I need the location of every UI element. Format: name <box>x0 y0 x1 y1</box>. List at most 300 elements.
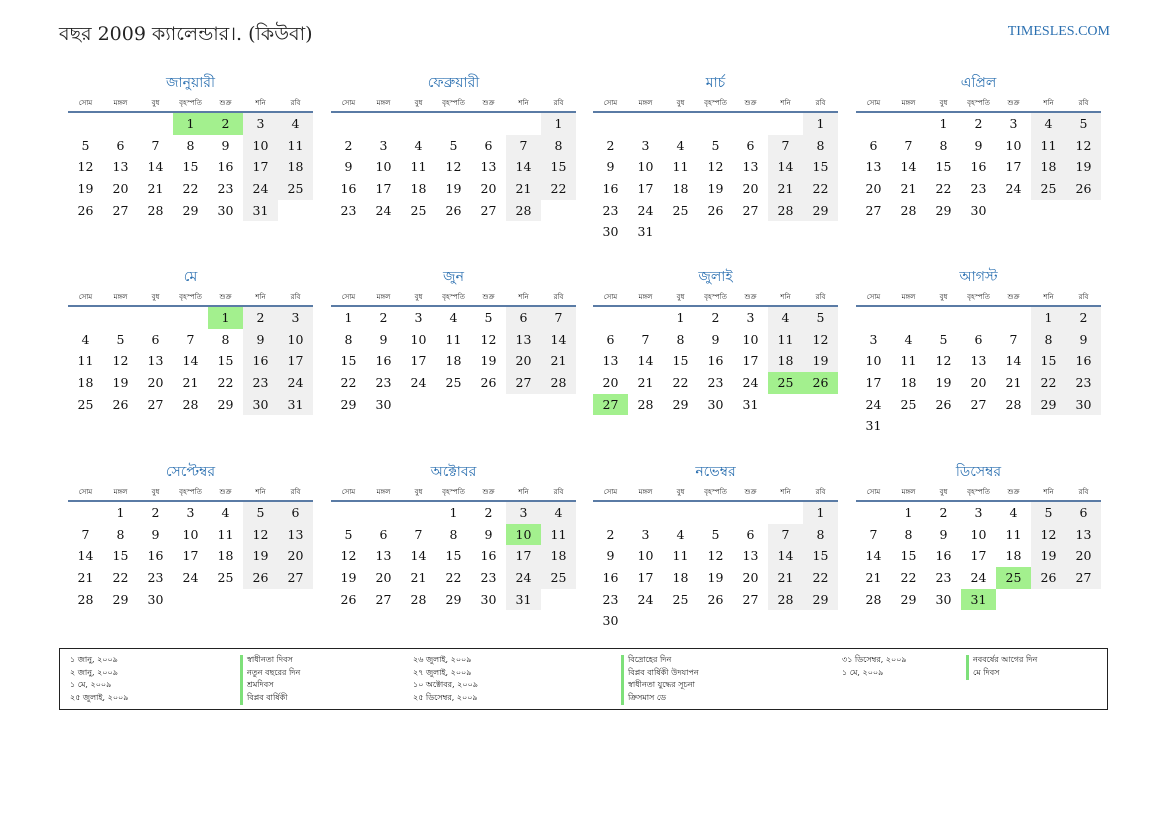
day-cell[interactable]: 9 <box>711 331 720 347</box>
day-cell[interactable]: 19 <box>445 181 462 197</box>
day-cell[interactable]: 25 <box>77 396 94 412</box>
day-cell[interactable]: 7 <box>506 135 541 157</box>
day-cell[interactable]: 28 <box>1005 396 1022 412</box>
day-cell[interactable]: 18 <box>1005 548 1022 564</box>
day-cell[interactable]: 10 <box>742 331 759 347</box>
day-cell[interactable]: 22 <box>935 181 952 197</box>
day-cell[interactable]: 25 <box>445 375 462 391</box>
day-cell[interactable]: 19 <box>935 375 952 391</box>
day-cell[interactable]: 30 <box>935 591 952 607</box>
day-cell[interactable]: 22 <box>445 570 462 586</box>
day-cell[interactable]: 5 <box>711 137 720 153</box>
day-cell[interactable]: 15 <box>1031 350 1066 372</box>
day-cell[interactable]: 24 <box>375 202 392 218</box>
day-cell[interactable]: 25 <box>672 202 689 218</box>
day-cell[interactable]: 11 <box>410 159 427 175</box>
day-cell[interactable]: 21 <box>77 570 94 586</box>
day-cell[interactable]: 11 <box>1031 135 1066 157</box>
day-cell[interactable]: 11 <box>900 353 917 369</box>
day-cell[interactable]: 23 <box>243 372 278 394</box>
day-cell[interactable]: 21 <box>768 178 803 200</box>
day-cell[interactable]: 3 <box>243 113 278 135</box>
day-cell[interactable]: 15 <box>445 548 462 564</box>
day-cell[interactable]: 29 <box>672 396 689 412</box>
day-cell[interactable]: 11 <box>278 135 313 157</box>
holiday-day-cell[interactable]: 31 <box>961 589 996 611</box>
day-cell[interactable]: 21 <box>865 570 882 586</box>
day-cell[interactable]: 16 <box>480 548 497 564</box>
day-cell[interactable]: 30 <box>1066 394 1101 416</box>
day-cell[interactable]: 2 <box>379 310 388 325</box>
day-cell[interactable]: 22 <box>112 570 129 586</box>
day-cell[interactable]: 11 <box>217 526 234 542</box>
day-cell[interactable]: 1 <box>939 116 948 131</box>
day-cell[interactable]: 28 <box>182 396 199 412</box>
day-cell[interactable]: 22 <box>900 570 917 586</box>
day-cell[interactable]: 8 <box>939 137 948 153</box>
day-cell[interactable]: 15 <box>900 548 917 564</box>
day-cell[interactable]: 4 <box>1009 505 1018 520</box>
day-cell[interactable]: 4 <box>221 505 230 520</box>
day-cell[interactable]: 16 <box>147 548 164 564</box>
holiday-day-cell[interactable]: 27 <box>593 394 628 416</box>
day-cell[interactable]: 30 <box>602 613 619 629</box>
day-cell[interactable]: 3 <box>974 505 983 520</box>
day-cell[interactable]: 27 <box>278 567 313 589</box>
day-cell[interactable]: 10 <box>637 548 654 564</box>
day-cell[interactable]: 23 <box>970 181 987 197</box>
day-cell[interactable]: 12 <box>445 159 462 175</box>
day-cell[interactable]: 6 <box>116 137 125 153</box>
day-cell[interactable]: 6 <box>974 331 983 347</box>
day-cell[interactable]: 13 <box>278 524 313 546</box>
day-cell[interactable]: 20 <box>278 545 313 567</box>
day-cell[interactable]: 23 <box>707 375 724 391</box>
day-cell[interactable]: 5 <box>81 137 90 153</box>
day-cell[interactable]: 3 <box>379 137 388 153</box>
day-cell[interactable]: 27 <box>112 202 129 218</box>
day-cell[interactable]: 9 <box>221 137 230 153</box>
day-cell[interactable]: 18 <box>672 570 689 586</box>
day-cell[interactable]: 3 <box>1009 116 1018 131</box>
day-cell[interactable]: 23 <box>935 570 952 586</box>
day-cell[interactable]: 19 <box>243 545 278 567</box>
day-cell[interactable]: 4 <box>449 310 458 325</box>
day-cell[interactable]: 9 <box>606 159 615 175</box>
day-cell[interactable]: 4 <box>541 502 576 524</box>
day-cell[interactable]: 11 <box>445 331 462 347</box>
day-cell[interactable]: 24 <box>1005 181 1022 197</box>
day-cell[interactable]: 20 <box>970 375 987 391</box>
day-cell[interactable]: 14 <box>506 156 541 178</box>
day-cell[interactable]: 15 <box>803 545 838 567</box>
day-cell[interactable]: 18 <box>445 353 462 369</box>
day-cell[interactable]: 6 <box>278 502 313 524</box>
day-cell[interactable]: 10 <box>243 135 278 157</box>
day-cell[interactable]: 3 <box>641 526 650 542</box>
day-cell[interactable]: 9 <box>484 526 493 542</box>
day-cell[interactable]: 11 <box>1005 526 1022 542</box>
day-cell[interactable]: 8 <box>541 135 576 157</box>
day-cell[interactable]: 23 <box>340 202 357 218</box>
day-cell[interactable]: 5 <box>484 310 493 325</box>
day-cell[interactable]: 10 <box>375 159 392 175</box>
day-cell[interactable]: 23 <box>480 570 497 586</box>
day-cell[interactable]: 28 <box>900 202 917 218</box>
day-cell[interactable]: 14 <box>637 353 654 369</box>
day-cell[interactable]: 16 <box>375 353 392 369</box>
day-cell[interactable]: 16 <box>935 548 952 564</box>
day-cell[interactable]: 10 <box>410 331 427 347</box>
day-cell[interactable]: 8 <box>1031 329 1066 351</box>
brand-link[interactable]: TIMESLES.COM <box>1007 24 1110 39</box>
day-cell[interactable]: 6 <box>379 526 388 542</box>
day-cell[interactable]: 6 <box>484 137 493 153</box>
day-cell[interactable]: 8 <box>116 526 125 542</box>
day-cell[interactable]: 3 <box>506 502 541 524</box>
day-cell[interactable]: 16 <box>707 353 724 369</box>
day-cell[interactable]: 7 <box>186 331 195 347</box>
day-cell[interactable]: 3 <box>186 505 195 520</box>
day-cell[interactable]: 6 <box>746 526 755 542</box>
day-cell[interactable]: 21 <box>768 567 803 589</box>
day-cell[interactable]: 26 <box>935 396 952 412</box>
day-cell[interactable]: 12 <box>707 159 724 175</box>
day-cell[interactable]: 10 <box>970 526 987 542</box>
day-cell[interactable]: 30 <box>243 394 278 416</box>
day-cell[interactable]: 13 <box>1066 524 1101 546</box>
day-cell[interactable]: 17 <box>243 156 278 178</box>
day-cell[interactable]: 2 <box>939 505 948 520</box>
day-cell[interactable]: 12 <box>803 329 838 351</box>
day-cell[interactable]: 29 <box>1031 394 1066 416</box>
day-cell[interactable]: 7 <box>1009 331 1018 347</box>
day-cell[interactable]: 19 <box>707 181 724 197</box>
day-cell[interactable]: 9 <box>151 526 160 542</box>
day-cell[interactable]: 9 <box>379 331 388 347</box>
holiday-day-cell[interactable]: 26 <box>803 372 838 394</box>
day-cell[interactable]: 29 <box>900 591 917 607</box>
day-cell[interactable]: 7 <box>414 526 423 542</box>
day-cell[interactable]: 13 <box>506 329 541 351</box>
day-cell[interactable]: 17 <box>1005 159 1022 175</box>
day-cell[interactable]: 3 <box>869 331 878 347</box>
day-cell[interactable]: 21 <box>506 178 541 200</box>
day-cell[interactable]: 26 <box>340 591 357 607</box>
day-cell[interactable]: 8 <box>449 526 458 542</box>
day-cell[interactable]: 19 <box>803 350 838 372</box>
day-cell[interactable]: 15 <box>182 159 199 175</box>
day-cell[interactable]: 26 <box>1031 567 1066 589</box>
day-cell[interactable]: 20 <box>602 375 619 391</box>
day-cell[interactable]: 6 <box>1066 502 1101 524</box>
day-cell[interactable]: 2 <box>711 310 720 325</box>
day-cell[interactable]: 1 <box>803 502 838 524</box>
day-cell[interactable]: 22 <box>340 375 357 391</box>
day-cell[interactable]: 15 <box>672 353 689 369</box>
day-cell[interactable]: 4 <box>81 331 90 347</box>
day-cell[interactable]: 11 <box>768 329 803 351</box>
day-cell[interactable]: 22 <box>182 181 199 197</box>
day-cell[interactable]: 16 <box>340 181 357 197</box>
day-cell[interactable]: 24 <box>865 396 882 412</box>
day-cell[interactable]: 21 <box>410 570 427 586</box>
day-cell[interactable]: 27 <box>1066 567 1101 589</box>
day-cell[interactable]: 12 <box>1031 524 1066 546</box>
day-cell[interactable]: 4 <box>676 526 685 542</box>
day-cell[interactable]: 29 <box>217 396 234 412</box>
day-cell[interactable]: 27 <box>480 202 497 218</box>
day-cell[interactable]: 25 <box>900 396 917 412</box>
day-cell[interactable]: 27 <box>742 591 759 607</box>
day-cell[interactable]: 4 <box>414 137 423 153</box>
day-cell[interactable]: 5 <box>449 137 458 153</box>
day-cell[interactable]: 2 <box>243 307 278 329</box>
day-cell[interactable]: 20 <box>375 570 392 586</box>
day-cell[interactable]: 6 <box>506 307 541 329</box>
day-cell[interactable]: 24 <box>182 570 199 586</box>
day-cell[interactable]: 11 <box>77 353 94 369</box>
day-cell[interactable]: 24 <box>742 375 759 391</box>
day-cell[interactable]: 5 <box>939 331 948 347</box>
day-cell[interactable]: 8 <box>676 331 685 347</box>
day-cell[interactable]: 23 <box>1066 372 1101 394</box>
day-cell[interactable]: 24 <box>970 570 987 586</box>
day-cell[interactable]: 28 <box>506 200 541 222</box>
day-cell[interactable]: 10 <box>278 329 313 351</box>
day-cell[interactable]: 26 <box>480 375 497 391</box>
day-cell[interactable]: 18 <box>900 375 917 391</box>
holiday-day-cell[interactable]: 25 <box>996 567 1031 589</box>
day-cell[interactable]: 20 <box>742 181 759 197</box>
day-cell[interactable]: 20 <box>147 375 164 391</box>
day-cell[interactable]: 22 <box>672 375 689 391</box>
day-cell[interactable]: 25 <box>278 178 313 200</box>
day-cell[interactable]: 14 <box>182 353 199 369</box>
day-cell[interactable]: 31 <box>865 418 882 434</box>
day-cell[interactable]: 9 <box>939 526 948 542</box>
day-cell[interactable]: 2 <box>484 505 493 520</box>
day-cell[interactable]: 28 <box>637 396 654 412</box>
day-cell[interactable]: 24 <box>637 591 654 607</box>
day-cell[interactable]: 8 <box>803 524 838 546</box>
day-cell[interactable]: 4 <box>278 113 313 135</box>
day-cell[interactable]: 1 <box>344 310 353 325</box>
day-cell[interactable]: 2 <box>606 137 615 153</box>
day-cell[interactable]: 5 <box>1031 502 1066 524</box>
day-cell[interactable]: 20 <box>742 570 759 586</box>
day-cell[interactable]: 17 <box>742 353 759 369</box>
day-cell[interactable]: 17 <box>970 548 987 564</box>
day-cell[interactable]: 14 <box>147 159 164 175</box>
day-cell[interactable]: 12 <box>112 353 129 369</box>
day-cell[interactable]: 10 <box>182 526 199 542</box>
day-cell[interactable]: 6 <box>746 137 755 153</box>
day-cell[interactable]: 8 <box>221 331 230 347</box>
day-cell[interactable]: 29 <box>803 200 838 222</box>
day-cell[interactable]: 3 <box>641 137 650 153</box>
day-cell[interactable]: 15 <box>541 156 576 178</box>
day-cell[interactable]: 1 <box>449 505 458 520</box>
day-cell[interactable]: 24 <box>506 567 541 589</box>
day-cell[interactable]: 17 <box>637 181 654 197</box>
day-cell[interactable]: 18 <box>278 156 313 178</box>
day-cell[interactable]: 9 <box>606 548 615 564</box>
day-cell[interactable]: 13 <box>480 159 497 175</box>
day-cell[interactable]: 10 <box>637 159 654 175</box>
day-cell[interactable]: 12 <box>1066 135 1101 157</box>
day-cell[interactable]: 27 <box>506 372 541 394</box>
holiday-day-cell[interactable]: 1 <box>173 113 208 135</box>
day-cell[interactable]: 8 <box>186 137 195 153</box>
day-cell[interactable]: 27 <box>375 591 392 607</box>
day-cell[interactable]: 16 <box>1066 350 1101 372</box>
day-cell[interactable]: 29 <box>112 591 129 607</box>
day-cell[interactable]: 13 <box>742 548 759 564</box>
day-cell[interactable]: 29 <box>445 591 462 607</box>
day-cell[interactable]: 21 <box>147 181 164 197</box>
day-cell[interactable]: 28 <box>768 589 803 611</box>
day-cell[interactable]: 29 <box>803 589 838 611</box>
day-cell[interactable]: 30 <box>970 202 987 218</box>
day-cell[interactable]: 19 <box>1031 545 1066 567</box>
day-cell[interactable]: 25 <box>1031 178 1066 200</box>
day-cell[interactable]: 20 <box>865 181 882 197</box>
day-cell[interactable]: 19 <box>707 570 724 586</box>
day-cell[interactable]: 22 <box>541 178 576 200</box>
day-cell[interactable]: 21 <box>541 350 576 372</box>
day-cell[interactable]: 4 <box>904 331 913 347</box>
day-cell[interactable]: 17 <box>506 545 541 567</box>
day-cell[interactable]: 26 <box>707 591 724 607</box>
day-cell[interactable]: 15 <box>112 548 129 564</box>
day-cell[interactable]: 2 <box>344 137 353 153</box>
day-cell[interactable]: 28 <box>77 591 94 607</box>
day-cell[interactable]: 26 <box>707 202 724 218</box>
day-cell[interactable]: 8 <box>904 526 913 542</box>
day-cell[interactable]: 19 <box>77 181 94 197</box>
day-cell[interactable]: 6 <box>606 331 615 347</box>
day-cell[interactable]: 23 <box>602 202 619 218</box>
day-cell[interactable]: 23 <box>217 181 234 197</box>
day-cell[interactable]: 12 <box>935 353 952 369</box>
day-cell[interactable]: 26 <box>445 202 462 218</box>
day-cell[interactable]: 13 <box>147 353 164 369</box>
day-cell[interactable]: 16 <box>217 159 234 175</box>
day-cell[interactable]: 14 <box>410 548 427 564</box>
day-cell[interactable]: 24 <box>410 375 427 391</box>
day-cell[interactable]: 12 <box>707 548 724 564</box>
day-cell[interactable]: 16 <box>243 350 278 372</box>
day-cell[interactable]: 7 <box>768 135 803 157</box>
day-cell[interactable]: 17 <box>410 353 427 369</box>
day-cell[interactable]: 2 <box>1066 307 1101 329</box>
day-cell[interactable]: 20 <box>1066 545 1101 567</box>
day-cell[interactable]: 27 <box>147 396 164 412</box>
day-cell[interactable]: 14 <box>768 545 803 567</box>
day-cell[interactable]: 2 <box>974 116 983 131</box>
day-cell[interactable]: 30 <box>375 396 392 412</box>
holiday-day-cell[interactable]: 2 <box>208 113 243 135</box>
day-cell[interactable]: 5 <box>243 502 278 524</box>
day-cell[interactable]: 5 <box>344 526 353 542</box>
day-cell[interactable]: 7 <box>869 526 878 542</box>
day-cell[interactable]: 12 <box>77 159 94 175</box>
day-cell[interactable]: 30 <box>602 224 619 240</box>
day-cell[interactable]: 13 <box>602 353 619 369</box>
day-cell[interactable]: 5 <box>116 331 125 347</box>
day-cell[interactable]: 20 <box>480 181 497 197</box>
day-cell[interactable]: 16 <box>602 181 619 197</box>
day-cell[interactable]: 8 <box>803 135 838 157</box>
day-cell[interactable]: 16 <box>602 570 619 586</box>
day-cell[interactable]: 15 <box>217 353 234 369</box>
day-cell[interactable]: 26 <box>77 202 94 218</box>
day-cell[interactable]: 14 <box>865 548 882 564</box>
day-cell[interactable]: 1 <box>541 113 576 135</box>
day-cell[interactable]: 6 <box>151 331 160 347</box>
day-cell[interactable]: 11 <box>541 524 576 546</box>
day-cell[interactable]: 7 <box>541 307 576 329</box>
day-cell[interactable]: 28 <box>865 591 882 607</box>
day-cell[interactable]: 21 <box>637 375 654 391</box>
day-cell[interactable]: 31 <box>637 224 654 240</box>
day-cell[interactable]: 4 <box>676 137 685 153</box>
day-cell[interactable]: 8 <box>344 331 353 347</box>
day-cell[interactable]: 2 <box>606 526 615 542</box>
day-cell[interactable]: 24 <box>278 372 313 394</box>
day-cell[interactable]: 7 <box>768 524 803 546</box>
day-cell[interactable]: 28 <box>410 591 427 607</box>
day-cell[interactable]: 16 <box>970 159 987 175</box>
day-cell[interactable]: 13 <box>375 548 392 564</box>
day-cell[interactable]: 18 <box>672 181 689 197</box>
day-cell[interactable]: 22 <box>1031 372 1066 394</box>
day-cell[interactable]: 30 <box>147 591 164 607</box>
day-cell[interactable]: 14 <box>768 156 803 178</box>
day-cell[interactable]: 20 <box>506 350 541 372</box>
day-cell[interactable]: 26 <box>112 396 129 412</box>
day-cell[interactable]: 13 <box>970 353 987 369</box>
day-cell[interactable]: 7 <box>151 137 160 153</box>
day-cell[interactable]: 5 <box>711 526 720 542</box>
day-cell[interactable]: 17 <box>375 181 392 197</box>
day-cell[interactable]: 14 <box>77 548 94 564</box>
day-cell[interactable]: 30 <box>707 396 724 412</box>
day-cell[interactable]: 20 <box>112 181 129 197</box>
day-cell[interactable]: 10 <box>865 353 882 369</box>
day-cell[interactable]: 1 <box>1031 307 1066 329</box>
day-cell[interactable]: 18 <box>1031 156 1066 178</box>
day-cell[interactable]: 30 <box>217 202 234 218</box>
day-cell[interactable]: 15 <box>803 156 838 178</box>
day-cell[interactable]: 18 <box>541 545 576 567</box>
day-cell[interactable]: 31 <box>742 396 759 412</box>
day-cell[interactable]: 21 <box>182 375 199 391</box>
holiday-day-cell[interactable]: 10 <box>506 524 541 546</box>
day-cell[interactable]: 13 <box>112 159 129 175</box>
day-cell[interactable]: 21 <box>1005 375 1022 391</box>
day-cell[interactable]: 24 <box>243 178 278 200</box>
day-cell[interactable]: 17 <box>278 350 313 372</box>
day-cell[interactable]: 26 <box>1066 178 1101 200</box>
day-cell[interactable]: 1 <box>803 113 838 135</box>
day-cell[interactable]: 30 <box>480 591 497 607</box>
day-cell[interactable]: 1 <box>676 310 685 325</box>
day-cell[interactable]: 11 <box>672 159 689 175</box>
day-cell[interactable]: 17 <box>865 375 882 391</box>
day-cell[interactable]: 7 <box>904 137 913 153</box>
